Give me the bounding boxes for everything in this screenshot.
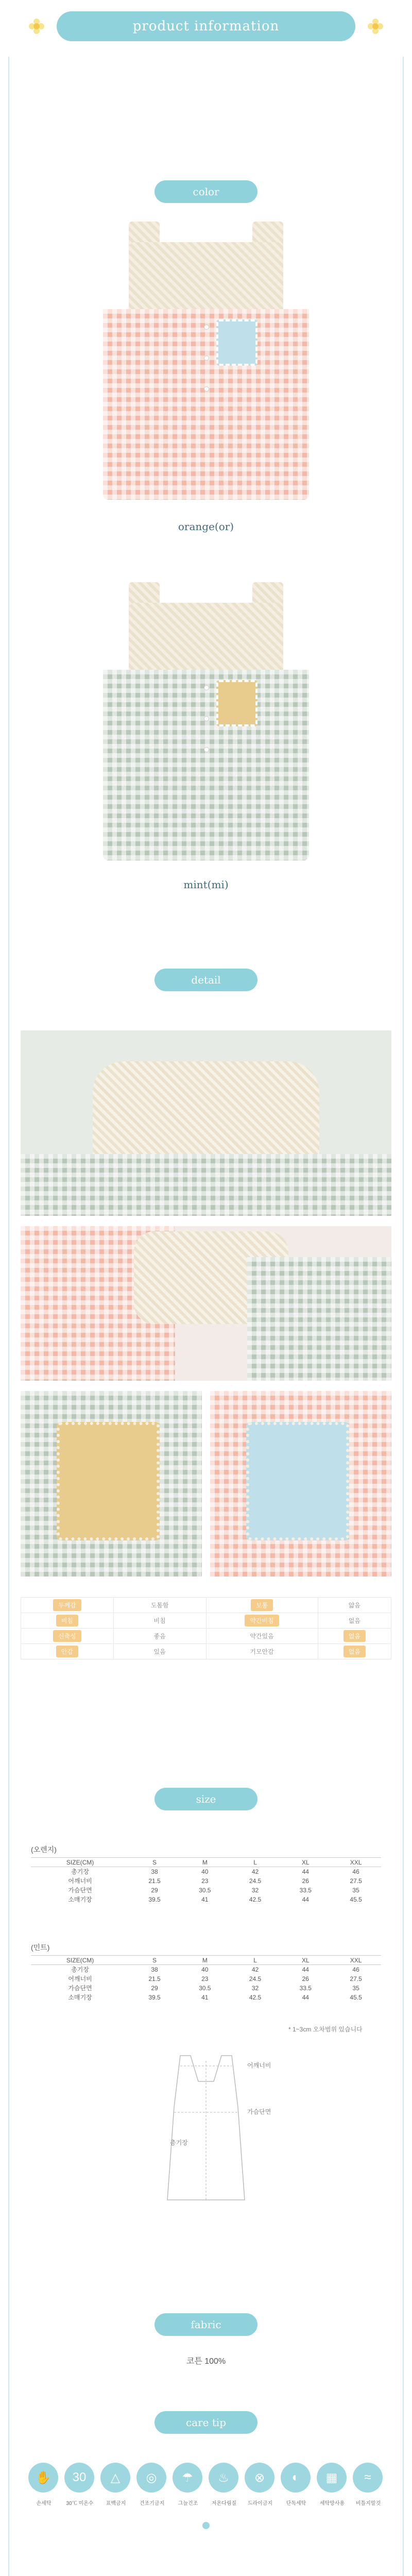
size-cell: 23 <box>201 1877 209 1885</box>
info-cell <box>113 1613 206 1629</box>
size-cell: 40 <box>201 1868 209 1875</box>
section-care-tip-title: care tip <box>154 2411 258 2434</box>
size-cell: 총기장 <box>71 1966 89 1974</box>
mesh-bag-icon: ▦ <box>317 2463 347 2493</box>
shade-dry-icon: ☂ <box>173 2463 202 2493</box>
no-dry-clean-icon: ⊗ <box>245 2463 274 2493</box>
diagram-label-shoulder: 어깨너비 <box>247 2062 271 2069</box>
size-row <box>31 1886 381 1895</box>
top-banner <box>0 0 412 57</box>
care-check-icon <box>202 2522 210 2529</box>
size-cell: 33.5 <box>299 1886 312 1894</box>
no-bleach-icon: △ <box>100 2463 130 2493</box>
info-cell <box>206 1644 318 1659</box>
care-label: 그늘건조 <box>178 2501 198 2506</box>
care-label: 표백금지 <box>106 2501 126 2506</box>
size-cell: 42.5 <box>249 1895 262 1903</box>
info-tag: 비침 <box>153 1617 166 1624</box>
section-size-title: size <box>154 1788 258 1810</box>
size-header-cell: M <box>180 1956 230 1965</box>
size-diagram <box>103 2050 309 2215</box>
size-cell: 32 <box>251 1984 259 1992</box>
flower-right-icon <box>368 19 383 34</box>
size-header-cell: L <box>230 1956 281 1965</box>
size-row <box>31 1984 381 1993</box>
size-cell: 가슴단면 <box>68 1887 92 1894</box>
size-header-cell: S <box>129 1858 180 1867</box>
frame-right-line <box>403 41 404 2576</box>
size-cell: 35 <box>352 1984 359 1992</box>
size-cell: 24.5 <box>249 1975 262 1982</box>
size-cell: 44 <box>302 1965 309 1973</box>
info-cell <box>318 1629 391 1644</box>
size-cell: 41 <box>201 1993 209 2001</box>
size-cell: 23 <box>201 1975 209 1982</box>
info-cell <box>206 1598 318 1613</box>
care-label: 세탁망사용 <box>319 2501 345 2506</box>
size-row <box>31 1974 381 1984</box>
size-note: * 1~3cm 오차범위 있습니다 <box>288 2026 363 2033</box>
info-cell <box>318 1644 391 1659</box>
frame-left-line <box>8 41 9 2576</box>
size-cell: 27.5 <box>350 1877 362 1885</box>
info-cell <box>113 1644 206 1659</box>
info-cell <box>113 1598 206 1613</box>
detail-photo-1 <box>21 1030 391 1216</box>
info-tag: 약간있음 <box>250 1633 274 1640</box>
size-cell: 29 <box>151 1886 158 1894</box>
size-cell: 38 <box>151 1965 158 1973</box>
fabric-text: 코튼 100% <box>186 2357 226 2366</box>
detail-photo-4 <box>210 1391 391 1577</box>
care-label: 단독세탁 <box>286 2501 306 2506</box>
size-cell: 44 <box>302 1868 309 1875</box>
size-cell: 24.5 <box>249 1877 262 1885</box>
size-cell: 44 <box>302 1895 309 1903</box>
page-title: product information <box>132 19 280 34</box>
diagram-label-chest: 가슴단면 <box>247 2108 271 2115</box>
size-cell: 33.5 <box>299 1984 312 1992</box>
care-label: 건조기금지 <box>139 2501 165 2506</box>
size-cell: 가슴단면 <box>68 1985 92 1992</box>
no-wring-icon: ≈ <box>353 2463 383 2493</box>
hand-wash-icon: ✋ <box>28 2463 58 2493</box>
size-cell: 29 <box>151 1984 158 1992</box>
size-cell: 44 <box>302 1993 309 2001</box>
info-row <box>21 1644 391 1659</box>
size-cell: 42 <box>251 1965 259 1973</box>
size-cell: 총기장 <box>71 1868 89 1876</box>
size-cell: 어깨너비 <box>68 1877 92 1885</box>
size-cell: 어깨너비 <box>68 1975 92 1982</box>
info-cell <box>21 1613 114 1629</box>
fabric-info-table <box>21 1597 391 1659</box>
info-row <box>21 1629 391 1644</box>
info-label: 신축성 <box>53 1630 81 1642</box>
info-tag: 얇음 <box>348 1602 360 1609</box>
size-cell: 39.5 <box>148 1993 161 2001</box>
size-row <box>31 1867 381 1876</box>
product-information-banner <box>57 11 355 41</box>
color-caption-orange: orange(or) <box>178 520 234 533</box>
dress-orange-image <box>88 222 324 505</box>
size-cell: 21.5 <box>148 1975 161 1982</box>
size-cell: 39.5 <box>148 1895 161 1903</box>
info-cell <box>21 1598 114 1613</box>
size-cell: 40 <box>201 1965 209 1973</box>
size-cell: 46 <box>352 1965 359 1973</box>
size-header-cell: XXL <box>331 1956 381 1965</box>
size-cell: 소매기장 <box>68 1896 92 1903</box>
detail-photo-2 <box>21 1226 391 1381</box>
size-cell: 26 <box>302 1975 309 1982</box>
size-cell: 46 <box>352 1868 359 1875</box>
dress-mint-image <box>88 582 324 866</box>
size-cell: 32 <box>251 1886 259 1894</box>
info-row <box>21 1613 391 1629</box>
info-cell <box>318 1613 391 1629</box>
info-label: 비침 <box>56 1615 78 1626</box>
info-cell <box>21 1644 114 1659</box>
info-tag: 있음 <box>153 1648 166 1655</box>
size-cell: 30.5 <box>199 1984 211 1992</box>
info-cell <box>206 1629 318 1644</box>
care-label: 손세탁 <box>36 2501 52 2506</box>
diagram-label-total-length: 총기장 <box>170 2139 188 2146</box>
separate-wash-icon: ◐ <box>281 2463 311 2493</box>
size-table-mint <box>31 1955 381 2002</box>
info-tag: 보통 <box>251 1599 273 1611</box>
size-header-cell: SIZE(CM) <box>31 1956 129 1965</box>
care-label: 비틀지말것 <box>355 2501 381 2506</box>
size-header-cell: SIZE(CM) <box>31 1858 129 1867</box>
info-tag: 도톰함 <box>150 1602 169 1609</box>
size-cell: 42 <box>251 1868 259 1875</box>
info-tag: 약간비침 <box>245 1615 279 1626</box>
cold-water-icon: 30 <box>64 2463 94 2493</box>
size-cell: 38 <box>151 1868 158 1875</box>
info-label: 안감 <box>56 1646 78 1657</box>
size-cell: 35 <box>352 1886 359 1894</box>
info-cell <box>318 1598 391 1613</box>
care-label: 드라이금지 <box>247 2501 273 2506</box>
size-cell: 42.5 <box>249 1993 262 2001</box>
section-color-title: color <box>154 180 258 203</box>
size-header-row <box>31 1858 381 1867</box>
info-tag: 좋음 <box>153 1633 166 1640</box>
size-cell: 45.5 <box>350 1993 362 2001</box>
care-label: 저온다림질 <box>211 2501 237 2506</box>
size-cell: 41 <box>201 1895 209 1903</box>
detail-photo-3 <box>21 1391 202 1577</box>
size-row <box>31 1876 381 1886</box>
size-table-orange-title: (오렌지) <box>31 1845 57 1854</box>
info-cell <box>21 1629 114 1644</box>
size-cell: 소매기장 <box>68 1994 92 2001</box>
size-header-cell: S <box>129 1956 180 1965</box>
size-row <box>31 1895 381 1904</box>
care-label: 30℃ 미온수 <box>66 2501 94 2506</box>
info-tag: 없음 <box>344 1646 366 1657</box>
section-detail-title: detail <box>154 969 258 991</box>
info-label: 두께감 <box>53 1599 81 1611</box>
size-cell: 45.5 <box>350 1895 362 1903</box>
info-tag: 없음 <box>348 1617 360 1624</box>
no-tumble-icon: ◎ <box>136 2463 166 2493</box>
flower-left-icon <box>29 19 44 34</box>
section-fabric-title: fabric <box>154 2313 258 2336</box>
info-cell <box>206 1613 318 1629</box>
size-table-mint-title: (민트) <box>31 1943 50 1952</box>
size-cell: 26 <box>302 1877 309 1885</box>
info-row <box>21 1598 391 1613</box>
info-tag: 없음 <box>344 1630 366 1642</box>
size-cell: 27.5 <box>350 1975 362 1982</box>
size-header-cell: XL <box>280 1956 331 1965</box>
info-cell <box>113 1629 206 1644</box>
size-header-cell: M <box>180 1858 230 1867</box>
size-header-cell: XL <box>280 1858 331 1867</box>
size-header-cell: L <box>230 1858 281 1867</box>
size-row <box>31 1993 381 2002</box>
size-header-row <box>31 1956 381 1965</box>
color-caption-mint: mint(mi) <box>183 878 229 891</box>
size-cell: 21.5 <box>148 1877 161 1885</box>
size-table-orange <box>31 1857 381 1904</box>
iron-low-icon: ♨ <box>209 2463 238 2493</box>
size-header-cell: XXL <box>331 1858 381 1867</box>
info-tag: 기모안감 <box>250 1648 274 1655</box>
size-row <box>31 1965 381 1974</box>
size-cell: 30.5 <box>199 1886 211 1894</box>
